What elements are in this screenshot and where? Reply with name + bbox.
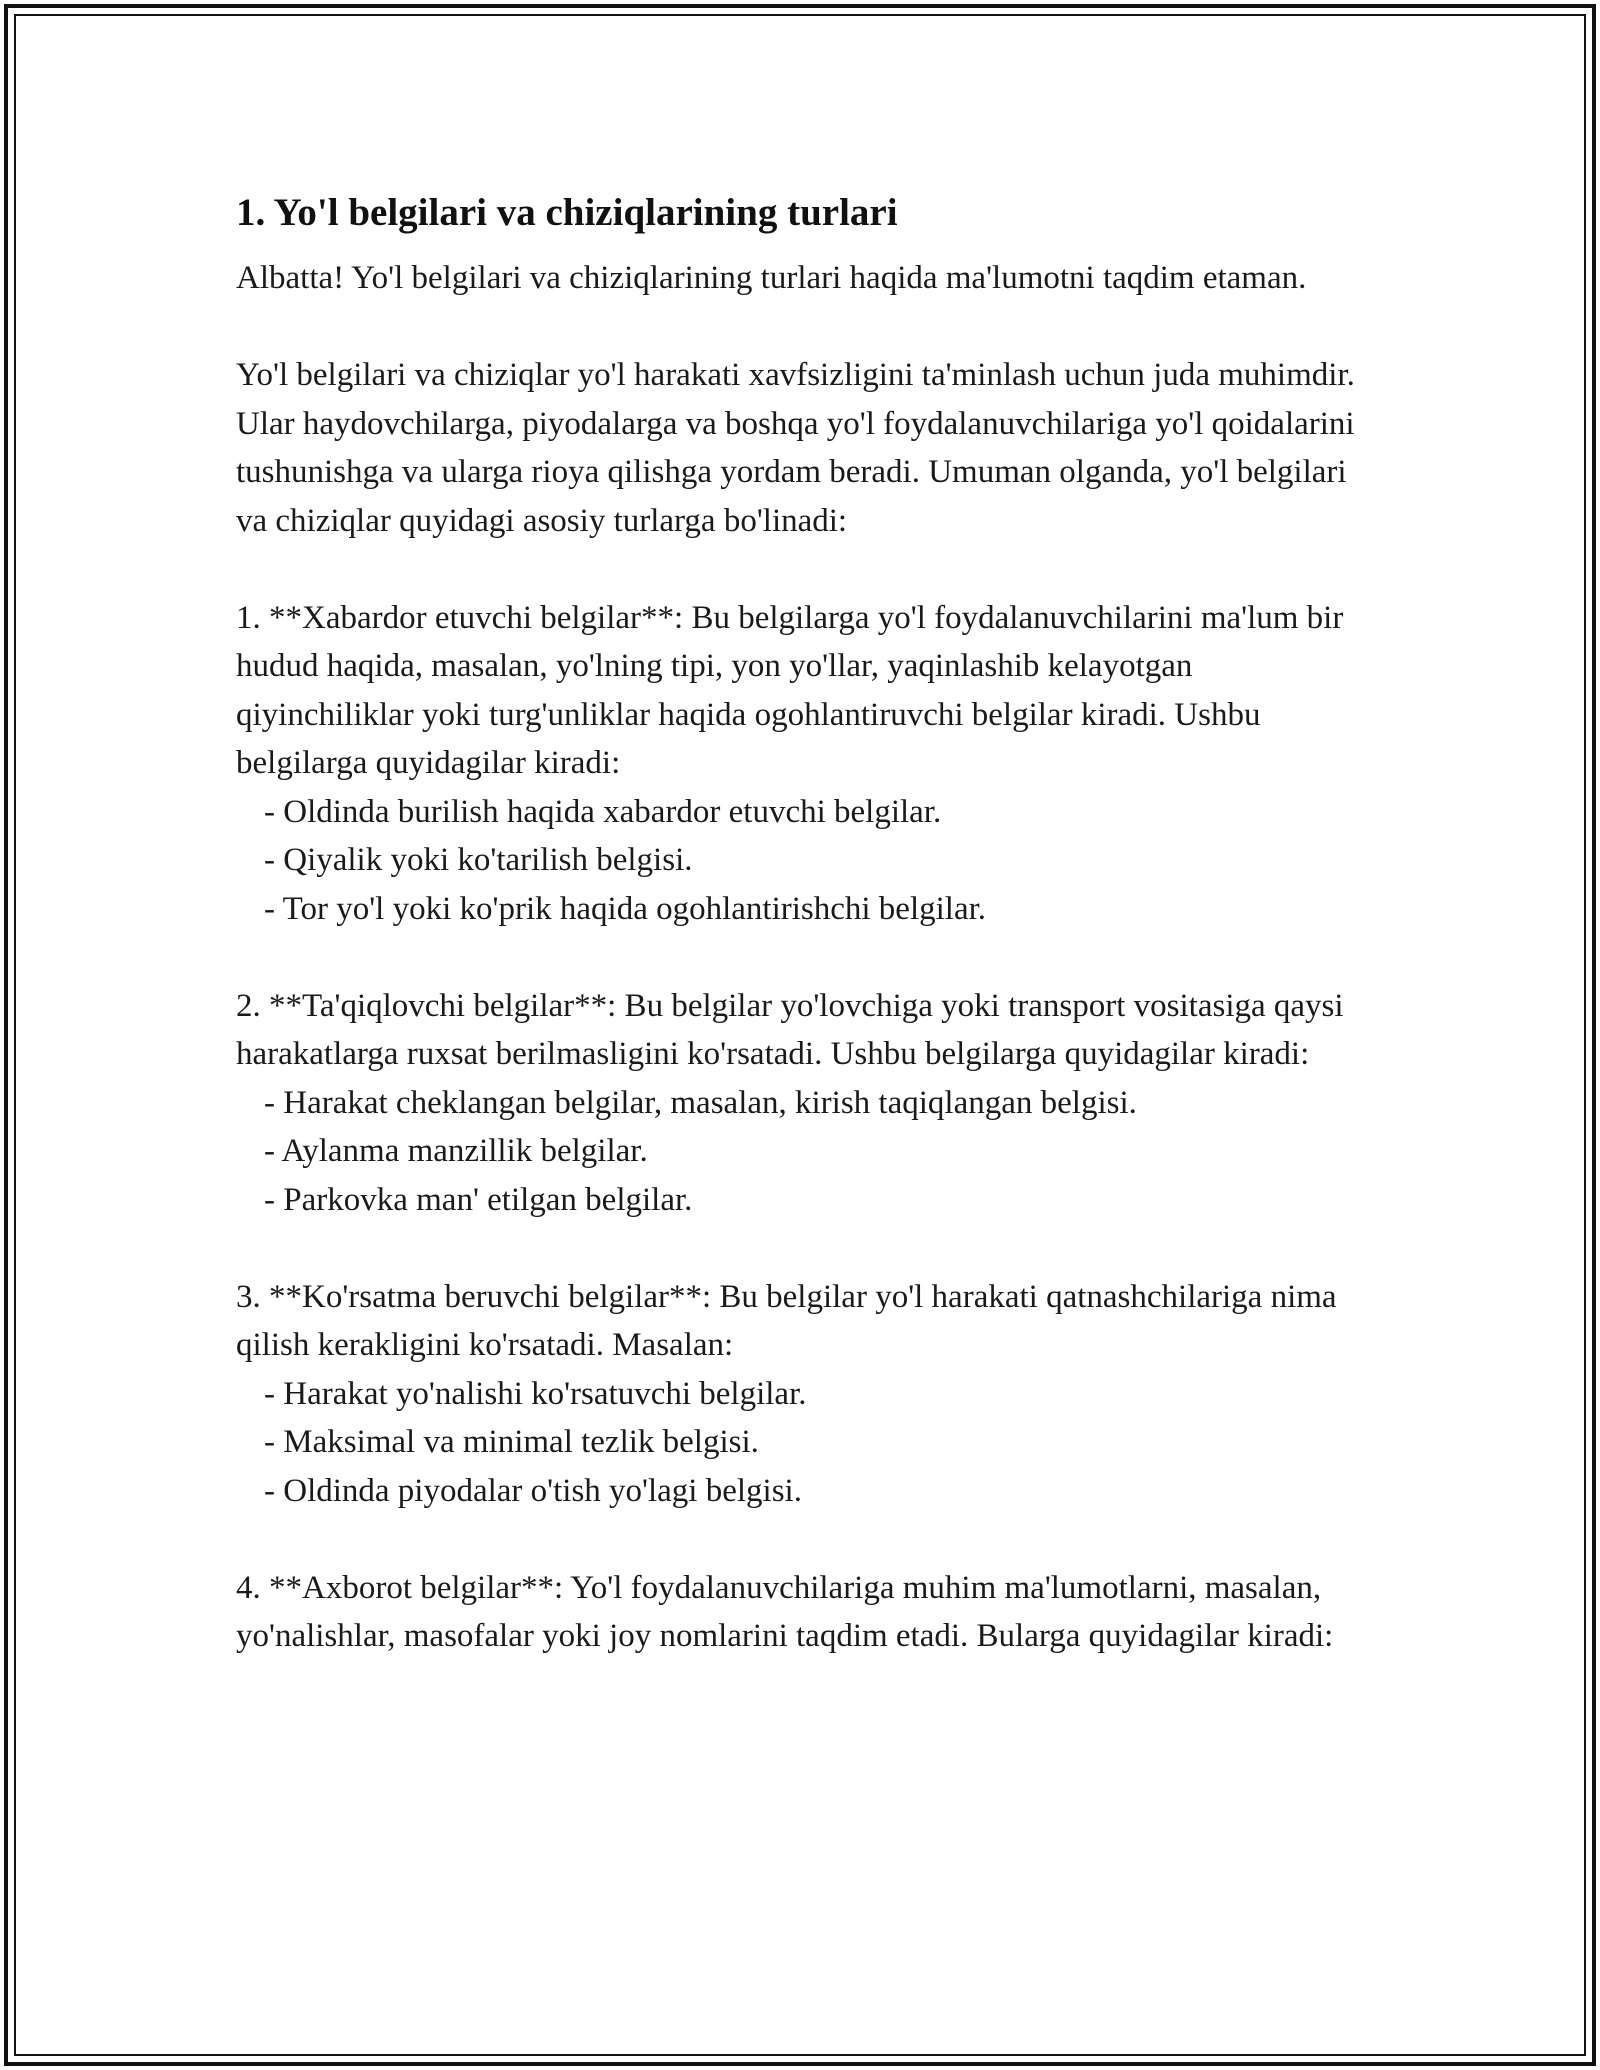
bullet-item: - Harakat yo'nalishi ko'rsatuvchi belgilar. [264, 1375, 807, 1412]
bullet-item: - Oldinda piyodalar o'tish yo'lagi belgisi. [264, 1472, 802, 1509]
bullet-item: - Aylanma manzillik belgilar. [264, 1133, 648, 1169]
section-paragraph: 2. **Ta'qiqlovchi belgilar**: Bu belgilar yo'lovchiga yoki transport vositasiga qaysi harakatlarga ruxsat berilmasligini ko'rsatadi. Ushbu belgilarga quyidagilar kiradi: [236, 987, 1344, 1072]
intro-paragraph: Albatta! Yo'l belgilari va chiziqlarining turlari haqida ma'lumotni taqdim etaman. [236, 260, 1307, 296]
bullet-item: - Maksimal va minimal tezlik belgisi. [264, 1424, 759, 1460]
bullet-item: - Tor yo'l yoki ko'prik haqida ogohlantirishchi belgilar. [264, 890, 987, 927]
section-4 [236, 1564, 1376, 1661]
bullet-item: - Qiyalik yoki ko'tarilish belgisi. [264, 842, 693, 878]
section-paragraph: 1. **Xabardor etuvchi belgilar**: Bu belgilarga yo'l foydalanuvchilarini ma'lum bir hudud haqida, masalan, yo'lning tipi, yon yo'llar, yaqinlashib kelayotgan qiyinchiliklar yoki turg'unliklar haqida ogohlantiruvchi belgilar kiradi. Ushbu belgilarga quyidagilar kiradi: [236, 599, 1344, 781]
document-title: 1. Yo'l belgilari va chiziqlarining turlari [236, 191, 898, 234]
section-paragraph: 3. **Ko'rsatma beruvchi belgilar**: Bu belgilar yo'l harakati qatnashchilariga nima qilish kerakligini ko'rsatadi. Masalan: [236, 1278, 1337, 1363]
section-3 [236, 1273, 1376, 1516]
bullet-item: - Parkovka man' etilgan belgilar. [264, 1181, 693, 1218]
overview-paragraph: Yo'l belgilari va chiziqlar yo'l harakati xavfsizligini ta'minlash uchun juda muhimdir. Ular haydovchilarga, piyodalarga va boshqa yo'l foydalanuvchilariga yo'l qoidalarini tushunishga va ularga rioya qilishga yordam beradi. Umuman olganda, yo'l belgilari va chiziqlar quyidagi asosiy turlarga bo'linadi: [236, 357, 1355, 539]
section-2 [236, 982, 1376, 1225]
bullet-item: - Harakat cheklangan belgilar, masalan, kirish taqiqlangan belgisi. [264, 1084, 1137, 1121]
section-paragraph: 4. **Axborot belgilar**: Yo'l foydalanuvchilariga muhim ma'lumotlarni, masalan, yo'nalishlar, masofalar yoki joy nomlarini taqdim etadi. Bularga quyidagilar kiradi: [236, 1569, 1334, 1654]
section-1 [236, 594, 1376, 934]
bullet-item: - Oldinda burilish haqida xabardor etuvchi belgilar. [264, 793, 942, 830]
document-body [236, 186, 1376, 1661]
